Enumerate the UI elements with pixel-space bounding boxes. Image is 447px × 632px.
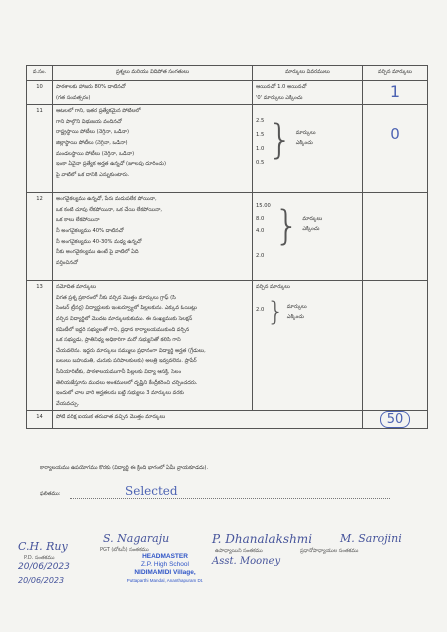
stamp-line: NIDIMAMIDI Village, — [134, 569, 196, 576]
criteria-line: సెంటర్ ట్రీనర్ల) విద్యార్థులకు ఇంటర్వ్యూలో పిల్లలకును. ఎక్కువ ఓయిట్లు — [56, 305, 197, 312]
signature-teacher-title: PGT (బోటనీ) సంతకము — [100, 547, 149, 553]
marks-value: 2.0 — [256, 253, 265, 260]
header-sno: వ.సం. — [27, 66, 53, 81]
marks-value: 15.00 — [256, 203, 271, 210]
school-stamp — [115, 553, 215, 585]
criteria-line: పై వాటిలో ఒక దానికి ఎన్నుకుంటారు. — [56, 171, 130, 178]
awarded-mark — [363, 193, 428, 281]
awarded-mark: 1 — [363, 81, 428, 105]
marks-value — [256, 238, 271, 251]
criteria-line: మండలస్థాయి పోటీలు (నెగ్గినా, ఒడినా) — [56, 150, 135, 157]
row-sno: 10 — [27, 81, 53, 105]
criteria-line: పోటి వరిక్ష ఐయుక తరువాత వచ్చిన మొత్తం మార్కులు — [56, 414, 166, 421]
table-row — [27, 281, 428, 411]
signature-pd-date-2: 20/06/2023 — [18, 576, 65, 585]
table-row — [27, 193, 428, 281]
criteria-line: వేయవచ్చు. — [56, 400, 80, 407]
criteria-line: ఆటలలో గాని, ఇతర ప్రత్యేకమైన పోటిలలో — [56, 108, 141, 115]
table-header-row — [27, 66, 428, 81]
criteria-line: నీకు అంగవైకల్యము ఉంటే పై వాటిలో ఏది — [56, 249, 139, 256]
marks-subheader: వర్చిన మార్కులు — [256, 284, 290, 291]
marks-line: ఆయినచో 1.0 అయినచో — [256, 84, 307, 90]
criteria-line: కమిటీలో ఇద్దరి సభ్యులతో గాని, ప్రధాన కార్యాలయముకుంది వర్చిన — [56, 326, 190, 333]
office-use-note: కార్యాలయము ఉపయోగము కొరకు (విద్యార్థి ఈ క్రింది భాగంలో ఏమీ వ్రాయకూడదు). — [40, 465, 209, 471]
marks-note-line: ఎక్కించు — [295, 140, 313, 147]
marks-note-line: మార్కులు — [302, 216, 323, 223]
marks-value: 1.0 — [256, 146, 265, 153]
table-row — [27, 105, 428, 193]
header-marks-detail: మార్కులు వివరములు — [253, 66, 363, 81]
signature-pd-date: 20/06/2023 — [18, 562, 70, 572]
marks-value: 2.0 — [256, 306, 265, 313]
marks-note-line: ఎక్కించు — [302, 226, 320, 233]
stamp-line: Z.P. High School — [141, 561, 189, 568]
marks-note-line: మార్కులు — [295, 130, 316, 137]
marks-note-line: మార్కులు — [286, 303, 307, 310]
table-row — [27, 81, 428, 105]
criteria-line: ఒక సభ్యుడు, ప్రాతినిధ్య అధికారిగా మరో సభ్యునితో కలిసి గాని — [56, 337, 181, 344]
signature-pd: C.H. Ruy — [18, 540, 68, 553]
row-sno: 11 — [27, 105, 53, 193]
row-sno: 14 — [27, 411, 53, 429]
marks-note — [302, 214, 322, 234]
row-criteria — [53, 411, 363, 429]
row-criteria — [53, 281, 253, 411]
criteria-line: వర్తించినచో — [56, 259, 78, 266]
signature-headmaster: M. Sarojini — [340, 532, 402, 545]
criteria-line: ఇందులో చాల వారి అర్హతలను బట్టి సభ్యులు 3 మార్కులు వరకు — [56, 390, 184, 397]
marks-value: 2.5 — [256, 118, 265, 125]
result-underline — [70, 498, 390, 499]
criteria-line: నీ అంగవైకల్యము 40% దాటినచో — [56, 227, 124, 234]
row-criteria — [53, 193, 253, 281]
total-marks: 50 — [380, 411, 411, 428]
criteria-line: చేయవలెను. ఇద్దరు మార్కులు సమ్ములు ప్రధానంగా విద్యార్థి అర్హత (గ్రేడులు, — [56, 347, 206, 354]
awarded-mark: 0 — [363, 105, 428, 193]
awarded-mark — [363, 281, 428, 411]
criteria-line: వర్చిన విద్యార్థిలో మొదట మార్కులకుకుము. ఈ సంఖ్యముకు సెలక్షన్ — [56, 315, 193, 322]
criteria-line: నీ అంగవైకల్యము 40-30% మధ్య ఉన్నచో — [56, 238, 142, 245]
marks-group — [256, 200, 359, 263]
criteria-line: ఒక కాలు లేకపోయినా — [56, 217, 100, 224]
row-marks-detail — [253, 105, 363, 193]
awarded-mark — [363, 411, 428, 429]
marks-note — [296, 128, 316, 148]
table-row — [27, 411, 428, 429]
result-label: ఫలితము: — [40, 491, 61, 497]
signature-lecturer-title: ఉపాధ్యాయిని సంతకము — [215, 548, 263, 554]
criteria-line: ఒక కంటి చూపు లేకపోయినా, ఒక చేయి లేకపోయినా, — [56, 206, 163, 213]
row-sno: 12 — [27, 193, 53, 281]
criteria-line: నమోదిత మార్కులు — [56, 284, 96, 291]
criteria-line: (గత సంవత్సరం) — [56, 94, 91, 101]
marks-group — [256, 114, 359, 170]
criteria-line: జిల్లాస్థాయి పోటీలు (నెగ్గినా, ఒడినా) — [56, 139, 128, 146]
marks-list — [256, 114, 264, 170]
marks-group — [256, 296, 359, 327]
criteria-line: విగత ప్రశ్న ప్రకారంలో నీకు వర్చిన మొత్తం మార్కులు గ్రాఫ్ (సి — [56, 294, 176, 301]
signature-pd-title: P.D. సంతకము — [24, 555, 55, 561]
marks-value: 4.0 — [256, 228, 265, 235]
row-criteria — [53, 81, 253, 105]
criteria-line: అంగవైకల్యము ఉన్నచో, పేరు మదుపలేక పోయినా, — [56, 196, 157, 203]
brace-icon: } — [267, 296, 284, 327]
marks-value: 1.5 — [256, 132, 265, 139]
result-value: Selected — [125, 484, 178, 498]
criteria-line: గాని పాల్గొని విభుజయ వందినచో — [56, 118, 122, 125]
evaluation-table — [26, 65, 428, 429]
stamp-line: HEADMASTER — [142, 553, 188, 560]
header-criteria: ప్రశ్నలు మరియు విదిపోత సంగతులు — [53, 66, 253, 81]
brace-icon: } — [267, 117, 293, 164]
signature-lecturer-extra: Asst. Mooney — [212, 556, 281, 567]
row-marks-detail — [253, 193, 363, 281]
marks-note — [287, 302, 307, 322]
criteria-line: తెలియజేస్తూను ముదలు అంశములలో దృష్టిని కేంద్రీకరించి చర్చించదరు. — [56, 379, 198, 386]
row-sno: 13 — [27, 281, 53, 411]
signature-teacher: S. Nagaraju — [103, 532, 170, 545]
marks-note-line: ఎక్కించు — [286, 313, 304, 320]
marks-value: 8.0 — [256, 215, 265, 222]
marks-list — [256, 200, 271, 263]
marks-value: 0.5 — [256, 160, 265, 167]
signature-headmaster-title: ప్రధానోపాధ్యాయుల సంతకము — [300, 548, 359, 554]
criteria-line: పాఠశాలకు హాజరు 80% దాటినచో — [56, 84, 126, 90]
criteria-line: బలులు బహుమతి, చురుకు పరిపాలకులకు) అలత్రి ఇవ్వవలెను. ప్రాపేర్ — [56, 358, 197, 365]
marks-list — [256, 305, 264, 316]
row-criteria — [53, 105, 253, 193]
signature-lecturer: P. Dhanalakshmi — [212, 532, 313, 546]
row-marks-detail — [253, 281, 363, 411]
header-awarded: వర్చిన మార్కులు — [363, 66, 428, 81]
row-marks-detail — [253, 81, 363, 105]
criteria-line: ఇంకా ఏవైనా ప్రత్యేక అర్హత ఉన్నచో (జూలపు దూరించు) — [56, 161, 166, 168]
criteria-line: సీనియారిటీకు, పాఠశాలయముగానీ పిల్లలకు విద్యా ఆసక్తి, సెలం — [56, 368, 182, 375]
criteria-line: రాష్ట్రస్థాయి పోటీలు (నెగ్గినా, ఒడినా) — [56, 129, 129, 136]
brace-icon: } — [273, 203, 300, 250]
marks-line: '0' మార్కులు ఎక్కించు — [256, 94, 303, 101]
stamp-line: Puttaparthi Mandal, Ananthapuram Dt. — [126, 578, 204, 583]
